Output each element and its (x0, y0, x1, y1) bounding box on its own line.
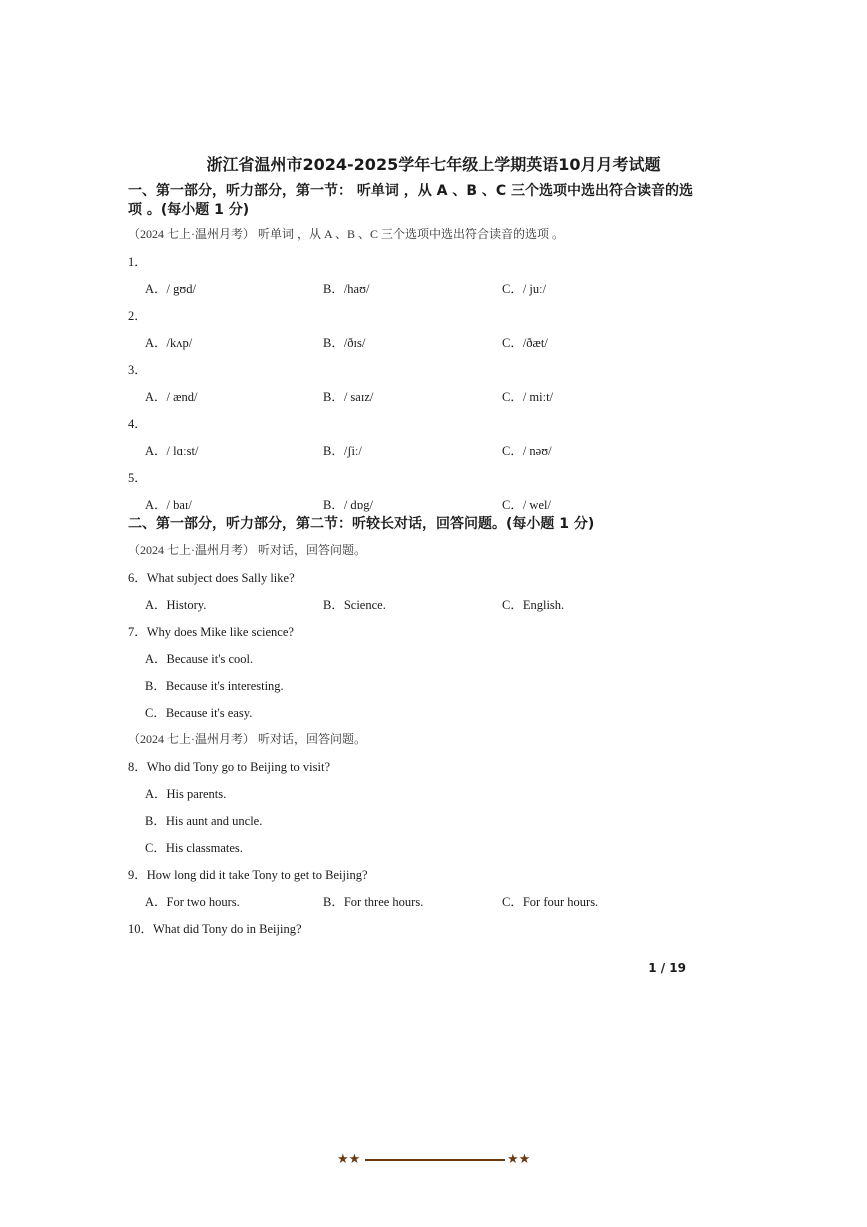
question-6-option-c: C．English. (502, 598, 565, 612)
question-9-option-a: A．For two hours. (145, 895, 240, 909)
question-1-number: 1． (128, 255, 147, 269)
section-1-heading (128, 182, 698, 220)
question-1-option-b: B．/haʊ/ (323, 282, 370, 296)
question-7-option-c: C．Because it's easy. (145, 706, 253, 720)
question-3-number: 3． (128, 363, 147, 377)
question-1-option-a: A．/ gʊd/ (145, 282, 196, 296)
question-5-option-b: B．/ dɒg/ (323, 498, 373, 512)
section-2-heading: 二、第一部分，听力部分，第二节：听较长对话，回答问题。(每小题 1 分) (128, 516, 595, 532)
page-number: 1 / 19 (648, 961, 686, 975)
question-1-option-c: C．/ juː/ (502, 282, 547, 296)
question-9-text: 9．How long did it take Tony to get to Beijing? (128, 868, 368, 882)
question-3-option-c: C．/ miːt/ (502, 390, 554, 404)
question-2-option-c: C．/ðæt/ (502, 336, 548, 350)
question-4-option-b: B．/ʃiː/ (323, 444, 362, 458)
question-9-option-c: C．For four hours. (502, 895, 599, 909)
section-1-heading-line-1: 一、第一部分，听力部分，第一节： 听单词 ，从 A 、B 、C 三个选项中选出符合读音的选 (128, 183, 694, 199)
question-4-option-c: C．/ nəʊ/ (502, 444, 552, 458)
section-1-source: （2024 七上·温州月考） 听单词 ，从 A 、B 、C 三个选项中选出符合读音的选项 。 (128, 227, 565, 241)
question-5-option-a: A．/ baɪ/ (145, 498, 192, 512)
question-6-text: 6．What subject does Sally like? (128, 571, 295, 585)
footer-stars-right-icon: ★★ (507, 1151, 531, 1166)
section-2-source-1: （2024 七上·温州月考） 听对话，回答问题。 (128, 543, 366, 557)
section-1-heading-line-2: 项 。(每小题 1 分) (128, 202, 250, 218)
question-3-option-b: B．/ saɪz/ (323, 390, 374, 404)
footer-divider (365, 1159, 505, 1161)
question-5-option-c: C．/ wel/ (502, 498, 551, 512)
question-4-number: 4． (128, 417, 147, 431)
footer-ornament (337, 1151, 531, 1167)
question-8-text: 8．Who did Tony go to Beijing to visit? (128, 760, 331, 774)
question-2-option-a: A．/kʌp/ (145, 336, 193, 350)
footer-stars-left-icon: ★★ (337, 1151, 361, 1166)
question-7-option-b: B．Because it's interesting. (145, 679, 284, 693)
question-8-option-b: B．His aunt and uncle. (145, 814, 263, 828)
question-7-text: 7．Why does Mike like science? (128, 625, 294, 639)
question-2-number: 2． (128, 309, 147, 323)
question-8-option-a: A．His parents. (145, 787, 227, 801)
question-9-option-b: B．For three hours. (323, 895, 424, 909)
section-2-source-2: （2024 七上·温州月考） 听对话，回答问题。 (128, 732, 366, 746)
question-3-option-a: A．/ ænd/ (145, 390, 198, 404)
question-6-option-b: B．Science. (323, 598, 386, 612)
question-8-option-c: C．His classmates. (145, 841, 243, 855)
question-5-number: 5． (128, 471, 147, 485)
question-10-text: 10．What did Tony do in Beijing? (128, 922, 302, 936)
question-4-option-a: A．/ lɑːst/ (145, 444, 199, 458)
question-7-option-a: A．Because it's cool. (145, 652, 254, 666)
question-6-option-a: A．History. (145, 598, 207, 612)
page-title: 浙江省温州市2024-2025学年七年级上学期英语10月月考试题 (206, 155, 661, 174)
question-2-option-b: B．/ðɪs/ (323, 336, 366, 350)
